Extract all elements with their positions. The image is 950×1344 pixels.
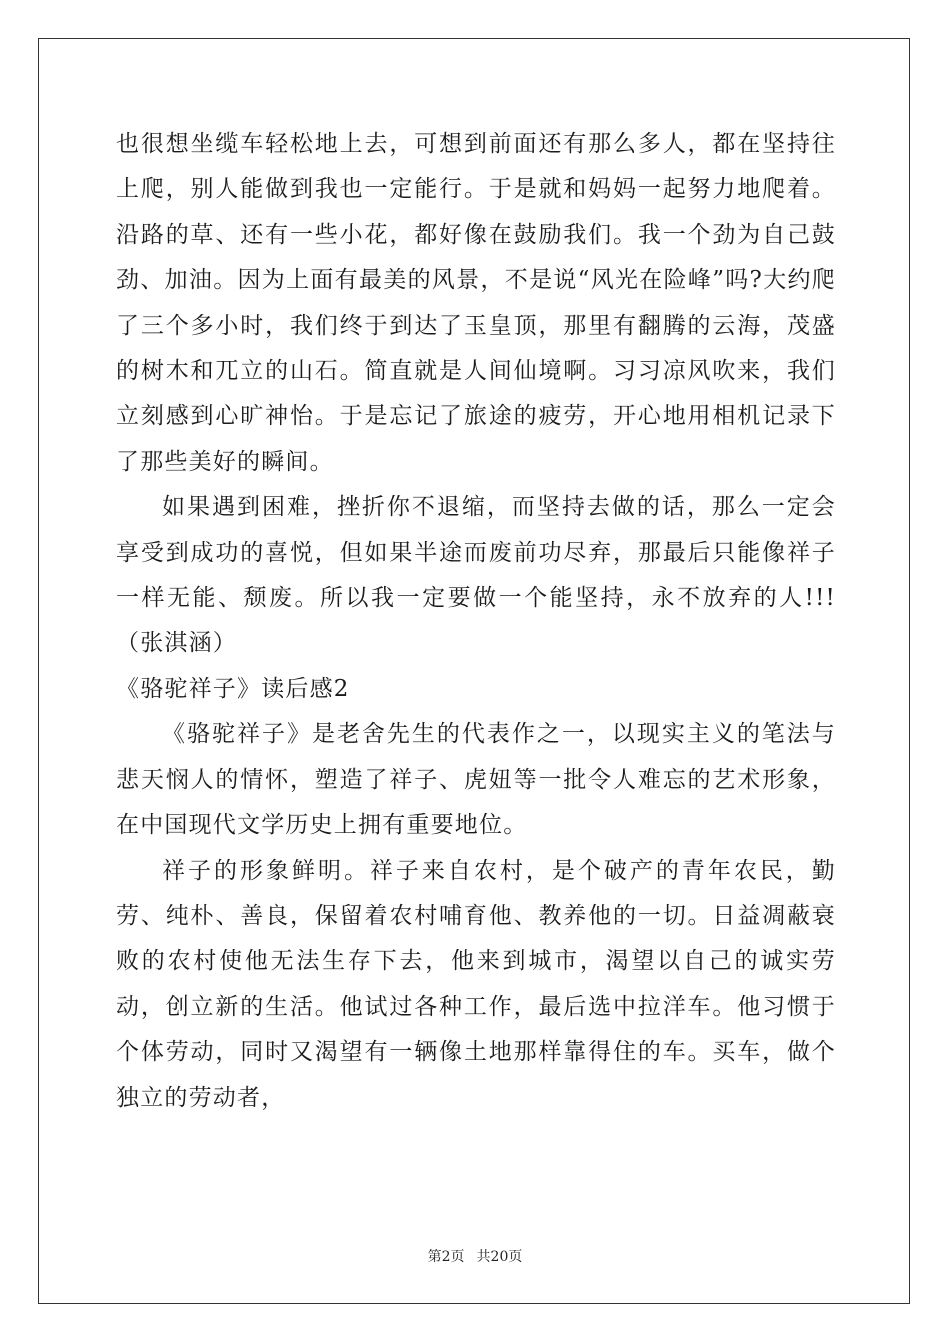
page-total: 共20页: [476, 1249, 523, 1265]
page-footer: [0, 1246, 950, 1266]
section-title: 《骆驼祥子》读后感2: [116, 675, 350, 702]
paragraph-conclusion: 如果遇到困难，挫折你不退缩，而坚持去做的话，那么一定会享受到成功的喜悦，但如果半途而废前功尽弃，那最后只能像祥子一样无能、颓废。所以我一定要做一个能坚持，永不放弃的人!!!（张淇涵）: [116, 494, 836, 657]
page-number: 第2页: [427, 1249, 465, 1265]
paragraph-intro: 《骆驼祥子》是老舍先生的代表作之一，以现实主义的笔法与悲天悯人的情怀，塑造了祥子、虎妞等一批令人难忘的艺术形象，在中国现代文学历史上拥有重要地位。: [116, 721, 836, 839]
paragraph-character: 祥子的形象鲜明。祥子来自农村，是个破产的青年农民，勤劳、纯朴、善良，保留着农村哺育他、教养他的一切。日益凋蔽衰败的农村使他无法生存下去，他来到城市，渴望以自己的诚实劳动，创立新的生活。他试过各种工作，最后选中拉洋车。他习惯于个体劳动，同时又渴望有一辆像土地那样靠得住的车。买车，做个独立的劳动者，: [116, 857, 836, 1111]
paragraph-continuation: 也很想坐缆车轻松地上去，可想到前面还有那么多人，都在坚持往上爬，别人能做到我也一定能行。于是就和妈妈一起努力地爬着。沿路的草、还有一些小花，都好像在鼓励我们。我一个劲为自己鼓劲、加油。因为上面有最美的风景，不是说“风光在险峰”吗?大约爬了三个多小时，我们终于到达了玉皇顶，那里有翻腾的云海，茂盛的树木和兀立的山石。简直就是人间仙境啊。习习凉风吹来，我们立刻感到心旷神怡。于是忘记了旅途的疲劳，开心地用相机记录下了那些美好的瞬间。: [116, 131, 836, 475]
document-body: [116, 122, 836, 1121]
